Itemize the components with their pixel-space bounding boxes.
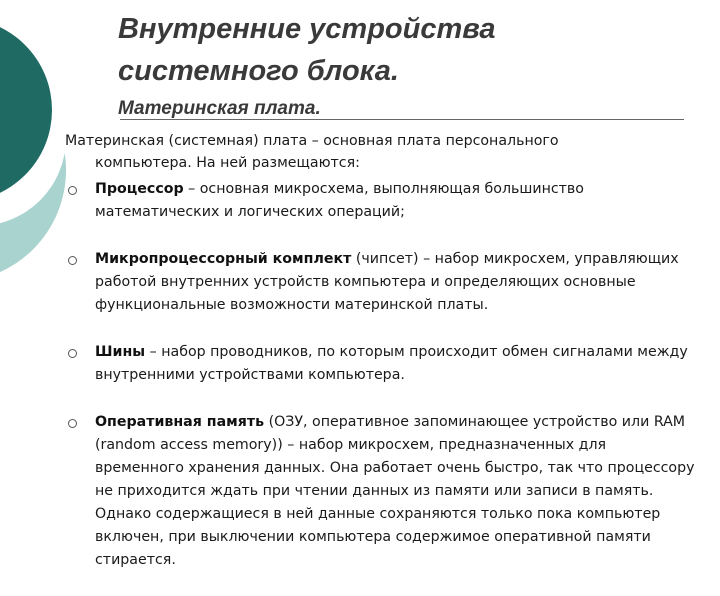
title-line-2: системного блока. — [118, 55, 399, 87]
title-line-1: Внутренние устройства — [118, 13, 496, 45]
bullet-circle-icon — [68, 256, 77, 265]
item-term: Шины — [95, 344, 146, 360]
item-text: (чипсет) – набор микросхем, управляющих работой внутренних устройств компьютера и определяющих основные функциональные возможности материнской платы. — [95, 251, 679, 313]
list-item — [0, 341, 720, 387]
item-text: – набор проводников, по которым происходит обмен сигналами между внутренними устройствами компьютера. — [95, 344, 688, 383]
intro-paragraph — [65, 130, 705, 174]
component-list — [0, 178, 720, 596]
item-term: Микропроцессорный комплект — [95, 251, 352, 267]
list-item — [0, 248, 720, 317]
item-term: Процессор — [95, 181, 184, 197]
list-item — [0, 178, 720, 224]
intro-rest: компьютера. На ней размещаются: — [95, 155, 360, 171]
item-text: (ОЗУ, оперативное запоминающее устройство или RAM (random access memory)) – набор микросхем, предназначенных для временного хранения данных. Она работает очень быстро, так что процессору не приходится ждать при чтении данных из памяти или записи в память. Однако содержащиеся в ней данные сохраняются только пока компьютер включен, при выключении компьютера содержимое оперативной памяти стирается. — [95, 414, 695, 568]
intro-first-line: Материнская (системная) плата – основная плата персонального — [65, 133, 559, 149]
item-term: Оперативная память — [95, 414, 265, 430]
subtitle: Материнская плата. — [118, 98, 321, 119]
item-text: – основная микросхема, выполняющая большинство математических и логических операций; — [95, 181, 584, 220]
title-divider — [120, 119, 684, 120]
bullet-circle-icon — [68, 186, 77, 195]
bullet-circle-icon — [68, 419, 77, 428]
list-item — [0, 411, 720, 572]
slide-title — [118, 8, 496, 122]
bullet-circle-icon — [68, 349, 77, 358]
